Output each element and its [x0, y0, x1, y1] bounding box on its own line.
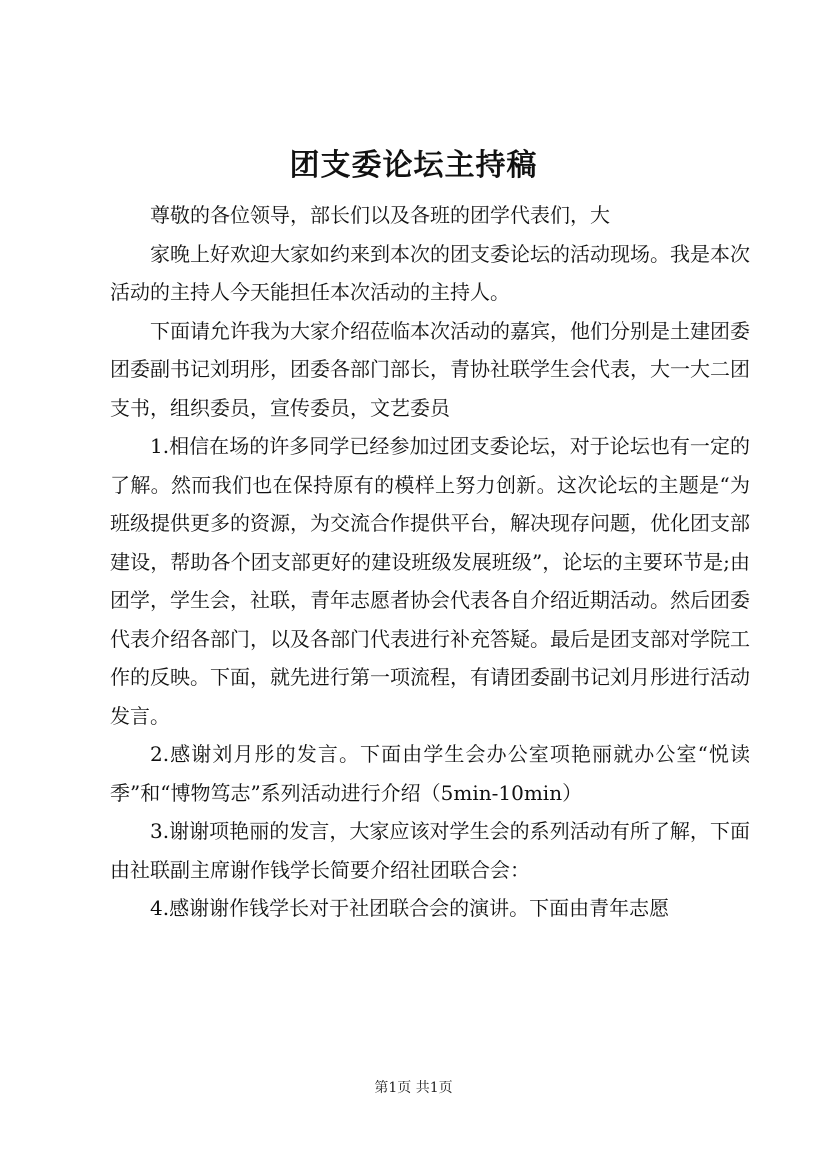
paragraph-item-2: 2.感谢刘月彤的发言。下面由学生会办公室项艳丽就办公室“悦读季”和“博物笃志”系列活动进行介绍（5min-10min）: [110, 742, 750, 805]
paragraph-welcome: 家晚上好欢迎大家如约来到本次的团支委论坛的活动现场。我是本次活动的主持人今天能担任本次活动的主持人。: [110, 241, 750, 304]
paragraph-item-3: 3.谢谢项艳丽的发言，大家应该对学生会的系列活动有所了解，下面由社联副主席谢作钱学长简要介绍社团联合会：: [110, 819, 750, 882]
paragraph-item-1: 1.相信在场的许多同学已经参加过团支委论坛，对于论坛也有一定的了解。然而我们也在保持原有的模样上努力创新。这次论坛的主题是“为班级提供更多的资源，为交流合作提供平台，解决现存问题，优化团支部建设，帮助各个团支部更好的建设班级发展班级”，论坛的主要环节是;由团学，学生会，社联，青年志愿者协会代表各自介绍近期活动。然后团委代表介绍各部门，以及各部门代表进行补充答疑。最后是团支部对学院工作的反映。下面，就先进行第一项流程，有请团委副书记刘月彤进行活动发言。: [110, 434, 750, 728]
paragraph-guests: 下面请允许我为大家介绍莅临本次活动的嘉宾，他们分别是土建团委团委副书记刘玥彤，团委各部门部长，青协社联学生会代表，大一大二团支书，组织委员，宣传委员，文艺委员: [110, 318, 750, 420]
paragraph-greeting: 尊敬的各位领导，部长们以及各班的团学代表们，大: [150, 203, 610, 227]
page-footer: 第1页 共1页: [374, 1080, 453, 1096]
document-title: 团支委论坛主持稿: [289, 148, 538, 183]
paragraph-item-4: 4.感谢谢作钱学长对于社团联合会的演讲。下面由青年志愿: [150, 896, 670, 920]
document-body: [110, 196, 750, 928]
